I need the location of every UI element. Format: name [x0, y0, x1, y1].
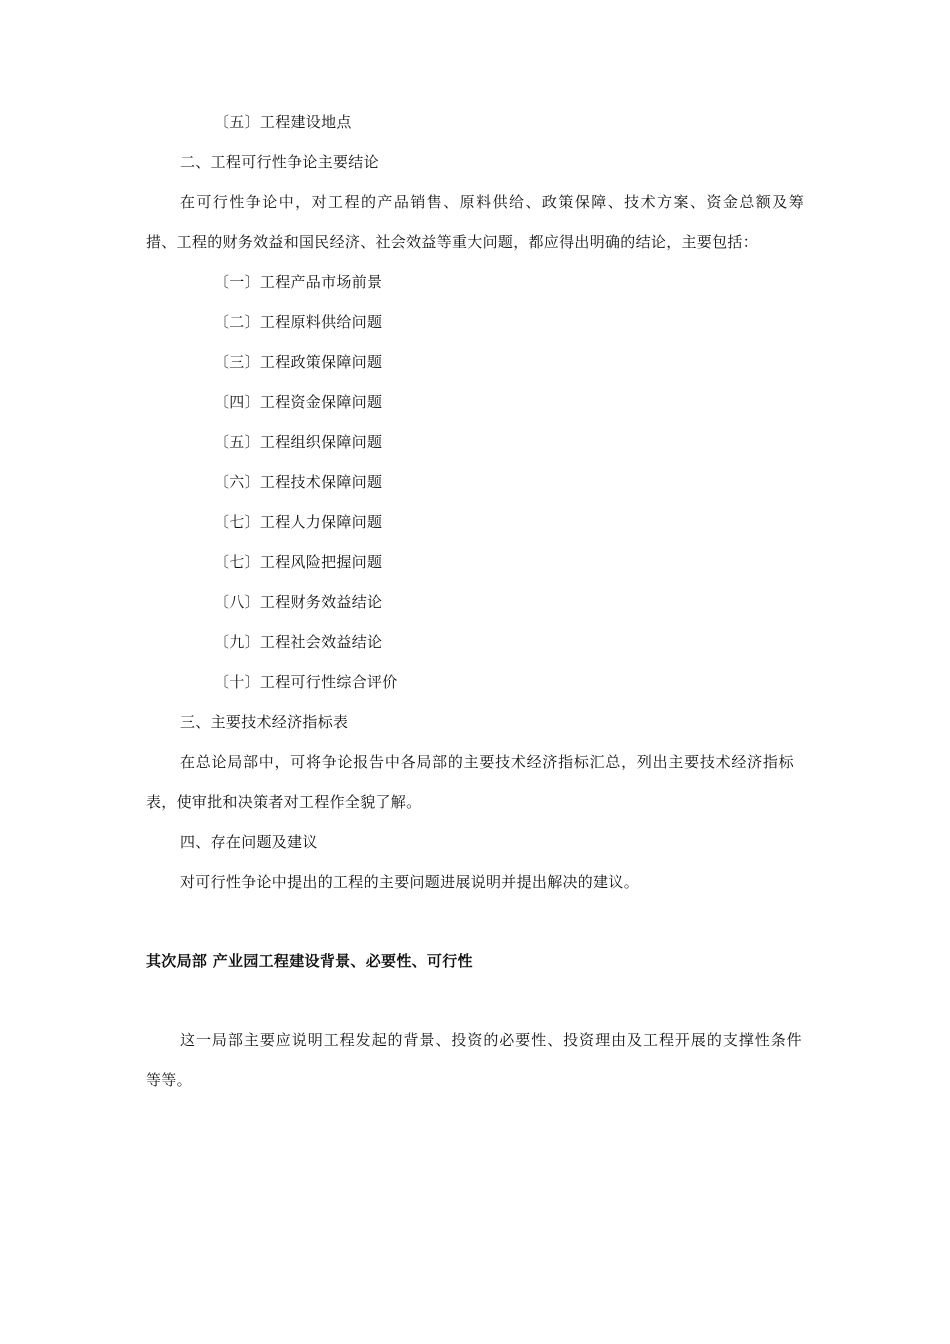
item-project-location: 〔五〕工程建设地点 [214, 113, 352, 131]
list-item: 〔八〕工程财务效益结论 [214, 593, 383, 611]
part-body-line1: 这一局部主要应说明工程发起的背景、投资的必要性、投资理由及工程开展的支撑性条件 [180, 1031, 802, 1049]
list-item: 〔一〕工程产品市场前景 [214, 273, 383, 291]
list-item: 〔九〕工程社会效益结论 [214, 633, 383, 651]
part-title: 其次局部 产业园工程建设背景、必要性、可行性 [146, 952, 473, 970]
part-body-line2: 等等。 [146, 1071, 192, 1089]
list-item: 〔四〕工程资金保障问题 [214, 393, 383, 411]
indicators-body-line1: 在总论局部中，可将争论报告中各局部的主要技术经济指标汇总，列出主要技术经济指标 [180, 753, 794, 771]
list-item: 〔七〕工程风险把握问题 [214, 553, 383, 571]
list-item: 〔三〕工程政策保障问题 [214, 353, 383, 371]
list-item: 〔七〕工程人力保障问题 [214, 513, 383, 531]
section-heading-issues: 四、存在问题及建议 [180, 833, 318, 851]
indicators-body-line2: 表，使审批和决策者对工程作全貌了解。 [146, 793, 422, 811]
section-heading-indicators: 三、主要技术经济指标表 [180, 713, 349, 731]
list-item: 〔二〕工程原料供给问题 [214, 313, 383, 331]
conclusions-intro-line1: 在可行性争论中，对工程的产品销售、原料供给、政策保障、技术方案、资金总额及筹 [180, 193, 804, 211]
list-item: 〔五〕工程组织保障问题 [214, 433, 383, 451]
list-item: 〔六〕工程技术保障问题 [214, 473, 383, 491]
list-item: 〔十〕工程可行性综合评价 [214, 673, 398, 691]
issues-body: 对可行性争论中提出的工程的主要问题进展说明并提出解决的建议。 [180, 873, 640, 891]
conclusions-intro-line2: 措、工程的财务效益和国民经济、社会效益等重大问题，都应得出明确的结论，主要包括： [146, 233, 759, 251]
section-heading-conclusions: 二、工程可行性争论主要结论 [180, 153, 379, 171]
